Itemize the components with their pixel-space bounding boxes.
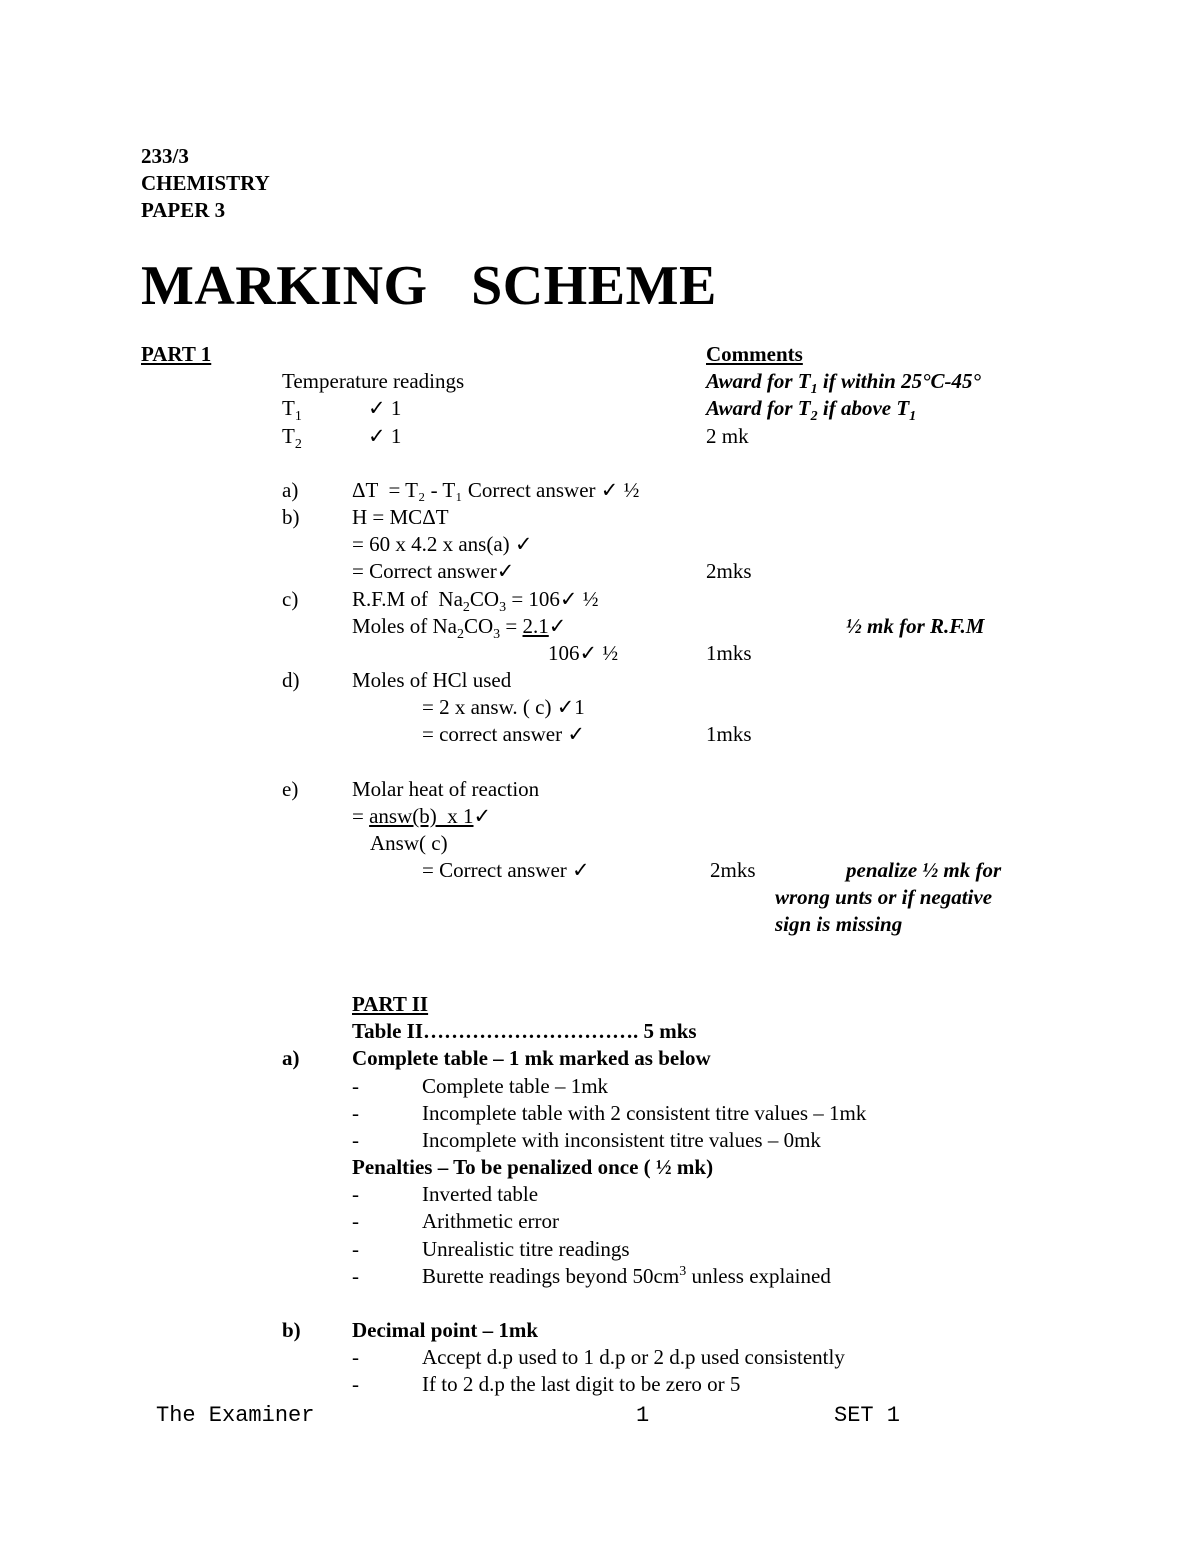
paper-number: PAPER 3 [141,198,226,222]
q-b-label: b) [282,505,300,529]
q-a-line: ΔT = T₂ - T₁ Correct answer ✓ ½ [352,478,640,502]
q-e-line2: = answ(b) x 1✓ [352,804,492,828]
list-item: Inverted table [422,1182,539,1206]
q-c-comment: ½ mk for R.F.M [846,614,985,638]
q-c-label: c) [282,587,299,611]
q-d-line2: = 2 x answ. ( c) ✓1 [422,695,585,719]
q-d-marks: 1mks [706,722,752,746]
part2-heading: PART II [352,992,429,1016]
list-item: Incomplete with inconsistent titre values – 0mk [422,1128,821,1152]
list-dash: - [352,1101,359,1125]
list-item: Burette readings beyond $50cm^3$ unless explained [422,1264,831,1288]
list-dash: - [352,1128,359,1152]
q-e-label: e) [282,777,299,801]
q-c-line1: R.F.M of $Na_2CO_3$ = 106✓ ½ [352,587,599,616]
footer-right: SET 1 [834,1403,901,1428]
q-c-line2: Moles of $Na_2CO_3$ = 2.1✓ [352,614,567,643]
temperature-marks: 2 mk [706,424,749,448]
footer-left: The Examiner [156,1403,315,1428]
list-item: Accept d.p used to 1 d.p or 2 d.p used consistently [422,1345,845,1369]
subject-name: CHEMISTRY [141,171,270,195]
table-ii-marks: Table II…………………………. 5 mks [352,1019,697,1043]
page-number: 1 [636,1403,650,1428]
part2-a-label: a) [282,1046,300,1070]
penalties-heading: Penalties – To be penalized once ( ½ mk) [352,1155,714,1179]
list-item: Arithmetic error [422,1209,560,1233]
q-b-line1: H = MCΔT [352,505,449,529]
temperature-readings-label: Temperature readings [282,369,465,393]
q-c-marks: 1mks [706,641,752,665]
comment-t2: Award for $T_2$ if above $T_1$ [706,396,917,425]
part2-b-label: b) [282,1318,301,1342]
list-dash: - [352,1372,359,1396]
list-item: If to 2 d.p the last digit to be zero or 5 [422,1372,741,1396]
t2-mark: ✓ 1 [368,424,402,448]
q-b-line3: = Correct answer✓ [352,559,515,583]
list-dash: - [352,1345,359,1369]
list-item: Complete table – 1mk [422,1074,609,1098]
q-d-line1: Moles of HCl used [352,668,512,692]
q-e-comment-line3: sign is missing [775,912,903,936]
q-a-label: a) [282,478,299,502]
list-dash: - [352,1237,359,1261]
q-d-line3: = correct answer ✓ [422,722,585,746]
t1-mark: ✓ 1 [368,396,402,420]
part1-heading: PART 1 [141,342,212,366]
part2-a-heading: Complete table – 1 mk marked as below [352,1046,711,1070]
q-b-marks: 2mks [706,559,752,583]
q-e-comment-line2: wrong unts or if negative [775,885,993,909]
q-d-label: d) [282,668,300,692]
list-dash: - [352,1182,359,1206]
list-dash: - [352,1264,359,1288]
q-c-line3: 106✓ ½ [548,641,619,665]
t1-label: $T_1$ [282,396,302,425]
t2-label: $T_2$ [282,424,302,453]
comment-t1: Award for $T_1$ if within 25°C-45° [706,369,981,398]
q-e-marks: 2mks [710,858,756,882]
list-item: Incomplete table with 2 consistent titre values – 1mk [422,1101,867,1125]
list-dash: - [352,1074,359,1098]
q-b-line2: = 60 x 4.2 x ans(a) ✓ [352,532,533,556]
q-e-line1: Molar heat of reaction [352,777,540,801]
paper-code: 233/3 [141,144,189,168]
q-e-line4: = Correct answer ✓ [422,858,590,882]
page-title: MARKING SCHEME [141,255,717,317]
list-item: Unrealistic titre readings [422,1237,630,1261]
list-dash: - [352,1209,359,1233]
q-e-comment-line1: penalize ½ mk for [846,858,1002,882]
q-e-line3: Answ( c) [370,831,448,855]
comments-heading: Comments [706,342,803,366]
part2-b-heading: Decimal point – 1mk [352,1318,539,1342]
